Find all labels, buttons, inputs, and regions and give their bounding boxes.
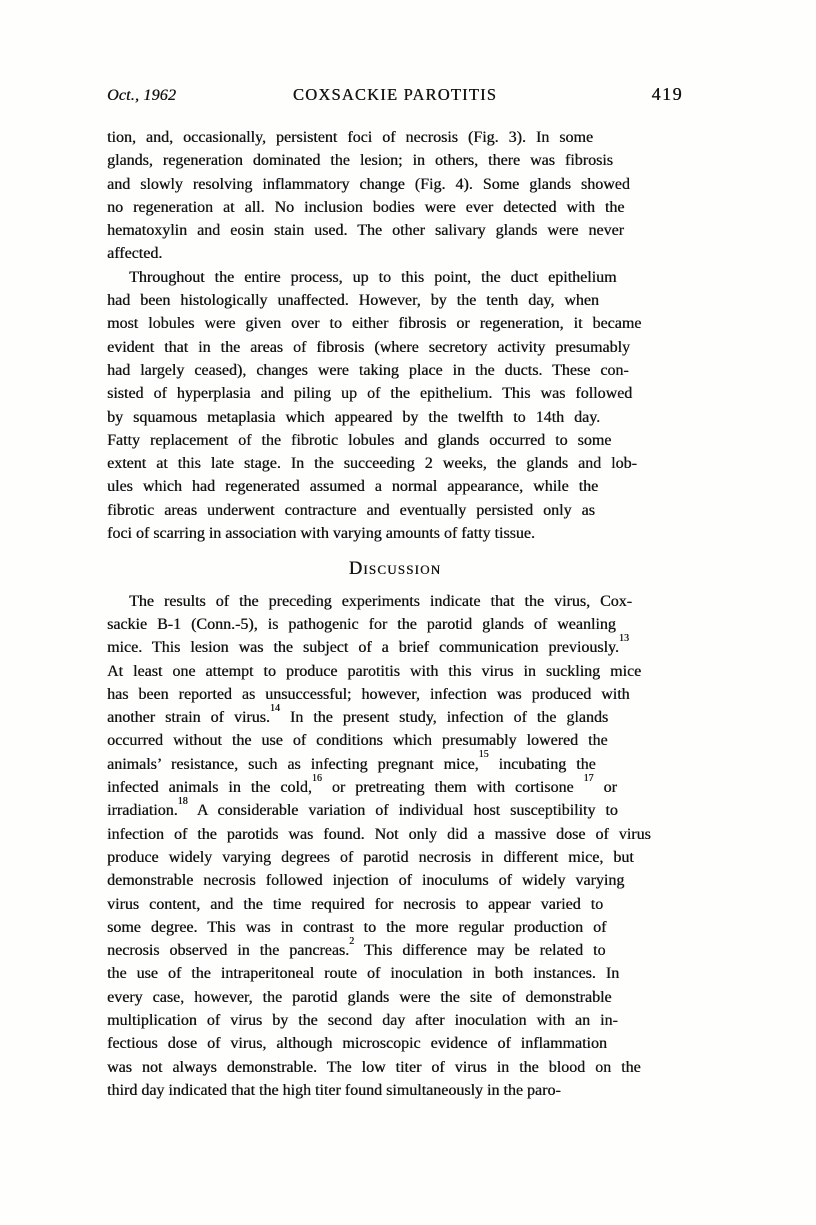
body-text xyxy=(107,126,683,1102)
text-line: no regeneration at all. No inclusion bodies were ever detected with the xyxy=(107,198,625,216)
footnote-ref: 18 xyxy=(177,795,188,807)
text-line: Throughout the entire process, up to this point, the duct epithelium xyxy=(129,268,617,286)
footnote-ref: 14 xyxy=(269,702,280,714)
text-line: most lobules were given over to either fibrosis or regeneration, it became xyxy=(107,315,642,333)
text-line: third day indicated that the high titer found simultaneously in the paro- xyxy=(107,1081,561,1099)
text-line: multiplication of virus by the second day after inoculation with an in- xyxy=(107,1011,618,1029)
paragraph xyxy=(107,126,683,266)
text-line: fibrotic areas underwent contracture and eventually persisted only as xyxy=(107,501,595,519)
issue-date: Oct., 1962 xyxy=(107,87,177,104)
text-line: evident that in the areas of fibrosis (where secretory activity presumably xyxy=(107,338,630,356)
footnote-ref: 16 xyxy=(311,772,322,784)
text-line: infected animals in the cold,$^{16}$ or pretreating them with cortisone $^{17}$ or xyxy=(107,772,617,797)
footnote-ref: 2 xyxy=(349,935,355,947)
text-line: foci of scarring in association with varying amounts of fatty tissue. xyxy=(107,525,535,543)
text-line: was not always demonstrable. The low titer of virus in the blood on the xyxy=(107,1058,641,1076)
text-line: every case, however, the parotid glands were the site of demonstrable xyxy=(107,988,612,1006)
running-title: COXSACKIE PAROTITIS xyxy=(292,85,498,104)
paragraph xyxy=(107,590,683,1103)
footnote-ref: 15 xyxy=(478,749,489,761)
page-content xyxy=(107,84,683,1102)
text-line: glands, regeneration dominated the lesion; in others, there was fibrosis xyxy=(107,152,613,170)
text-line: hematoxylin and eosin stain used. The other salivary glands were never xyxy=(107,222,624,240)
text-line: extent at this late stage. In the succeeding 2 weeks, the glands and lob- xyxy=(107,455,637,473)
section-heading: Discussion xyxy=(348,559,442,580)
text-line: some degree. This was in contrast to the more regular production of xyxy=(107,918,607,936)
text-line: tion, and, occasionally, persistent foci of necrosis (Fig. 3). In some xyxy=(107,129,593,146)
text-line: had largely ceased), changes were taking place in the ducts. These con- xyxy=(107,361,629,379)
text-line: virus content, and the time required for necrosis to appear varied to xyxy=(107,895,604,913)
text-line: and slowly resolving inflammatory change (Fig. 4). Some glands showed xyxy=(107,175,630,193)
text-line: sackie B-1 (Conn.-5), is pathogenic for the parotid glands of weanling xyxy=(107,615,616,633)
running-head xyxy=(107,84,683,105)
text-line: ules which had regenerated assumed a normal appearance, while the xyxy=(107,478,599,496)
text-line: by squamous metaplasia which appeared by the twelfth to 14th day. xyxy=(107,408,601,426)
text-line: had been histologically unaffected. However, by the tenth day, when xyxy=(107,292,599,310)
text-line: necrosis observed in the pancreas.$^2$ This difference may be related to xyxy=(107,935,606,960)
text-line: the use of the intraperitoneal route of inoculation in both instances. In xyxy=(107,965,620,983)
text-line: demonstrable necrosis followed injection of inoculums of widely varying xyxy=(107,872,625,890)
text-line: irradiation.$^{18}$ A considerable variation of individual host susceptibility to xyxy=(107,795,618,820)
text-line: Fatty replacement of the fibrotic lobules and glands occurred to some xyxy=(107,431,612,449)
footnote-ref: 13 xyxy=(618,632,629,644)
text-line: The results of the preceding experiments indicate that the virus, Cox- xyxy=(129,592,632,610)
text-line: infection of the parotids was found. Not only did a massive dose of virus xyxy=(107,825,651,843)
text-line: has been reported as unsuccessful; however, infection was produced with xyxy=(107,685,630,703)
text-line: At least one attempt to produce parotitis with this virus in suckling mice xyxy=(107,662,642,680)
text-line: mice. This lesion was the subject of a brief communication previously.$^{13}$ xyxy=(107,632,629,657)
paragraph xyxy=(107,266,683,546)
text-line: produce widely varying degrees of parotid necrosis in different mice, but xyxy=(107,848,634,866)
footnote-ref: 17 xyxy=(583,772,594,784)
text-line: occurred without the use of conditions which presumably lowered the xyxy=(107,732,608,750)
text-line: another strain of virus.$^{14}$ In the present study, infection of the glands xyxy=(107,702,609,727)
text-line: sisted of hyperplasia and piling up of the epithelium. This was followed xyxy=(107,385,633,403)
page-number: 419 xyxy=(651,84,683,104)
text-line: affected. xyxy=(107,245,163,263)
text-line: fectious dose of virus, although microscopic evidence of inflammation xyxy=(107,1035,607,1053)
text-line: animals’ resistance, such as infecting pregnant mice,$^{15}$ incubating the xyxy=(107,749,596,773)
